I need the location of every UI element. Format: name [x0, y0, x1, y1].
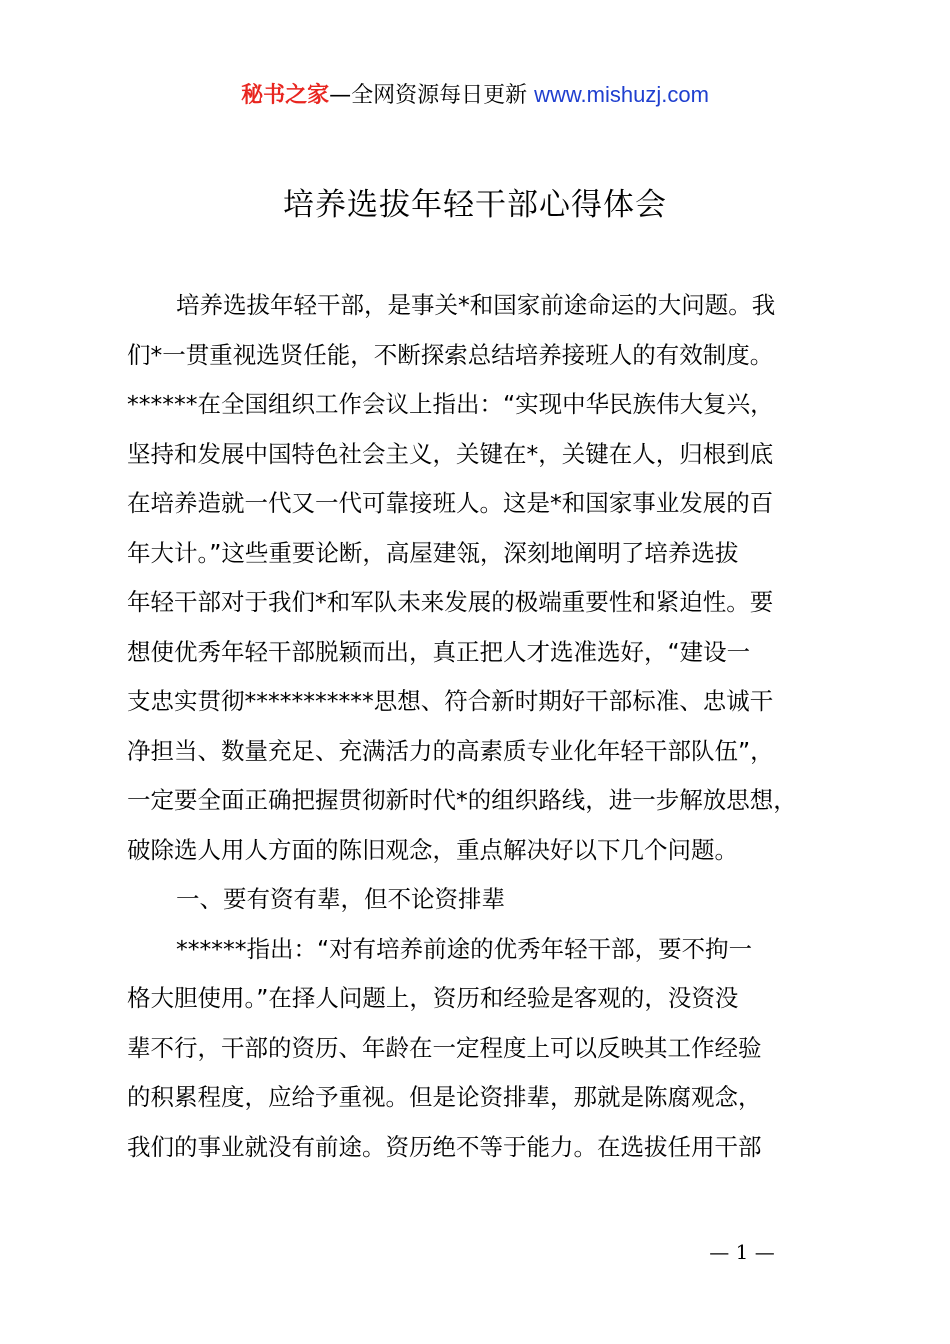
paragraph-line: 的积累程度，应给予重视。但是论资排辈，那就是陈腐观念， [127, 1083, 762, 1111]
paragraph-line: ******指出：“对有培养前途的优秀年轻干部，要不拘一 [176, 934, 753, 963]
paragraph-line: 们*一贯重视选贤任能，不断探索总结培养接班人的有效制度。 [127, 340, 774, 369]
paragraph-line: 净担当、数量充足、充满活力的高素质专业化年轻干部队伍”， [127, 736, 774, 765]
paragraph-line: 在培养造就一代又一代可靠接班人。这是*和国家事业发展的百 [127, 489, 774, 517]
document-title: 培养选拔年轻干部心得体会 [283, 187, 667, 223]
site-header [0, 80, 950, 111]
site-url-link[interactable]: www.mishuzj.com [534, 82, 709, 107]
paragraph-line: 培养选拔年轻干部，是事关*和国家前途命运的大问题。我 [176, 291, 776, 319]
site-tagline: —全网资源每日更新 [329, 83, 528, 108]
paragraph-line: 想使优秀年轻干部脱颖而出，真正把人才选准选好，“建设一 [127, 637, 751, 666]
paragraph-line: 年大计。”这些重要论断，高屋建瓴，深刻地阐明了培养选拔 [127, 538, 739, 567]
paragraph-line: 格大胆使用。”在择人问题上，资历和经验是客观的，没资没 [127, 984, 739, 1012]
paragraph-line: 我们的事业就没有前途。资历绝不等于能力。在选拔任用干部 [127, 1132, 762, 1161]
site-brand: 秘书之家 [241, 83, 330, 108]
paragraph-line: 破除选人用人方面的陈旧观念，重点解决好以下几个问题。 [127, 835, 738, 864]
paragraph-line: 年轻干部对于我们*和军队未来发展的极端重要性和紧迫性。要 [127, 588, 774, 616]
document-body [127, 281, 857, 1172]
section-heading: 一、要有资有辈，但不论资排辈 [176, 885, 505, 913]
paragraph-line: 辈不行，干部的资历、年龄在一定程度上可以反映其工作经验 [127, 1033, 762, 1062]
paragraph-line: 支忠实贯彻***********思想、符合新时期好干部标准、忠诚干 [127, 687, 774, 715]
paragraph-line: 一定要全面正确把握贯彻新时代*的组织路线，进一步解放思想， [127, 786, 797, 814]
page-number: — 1 — [709, 1240, 775, 1264]
paragraph-line: ******在全国组织工作会议上指出：“实现中华民族伟大复兴， [127, 390, 774, 418]
paragraph-line: 坚持和发展中国特色社会主义，关键在*，关键在人，归根到底 [127, 439, 774, 468]
